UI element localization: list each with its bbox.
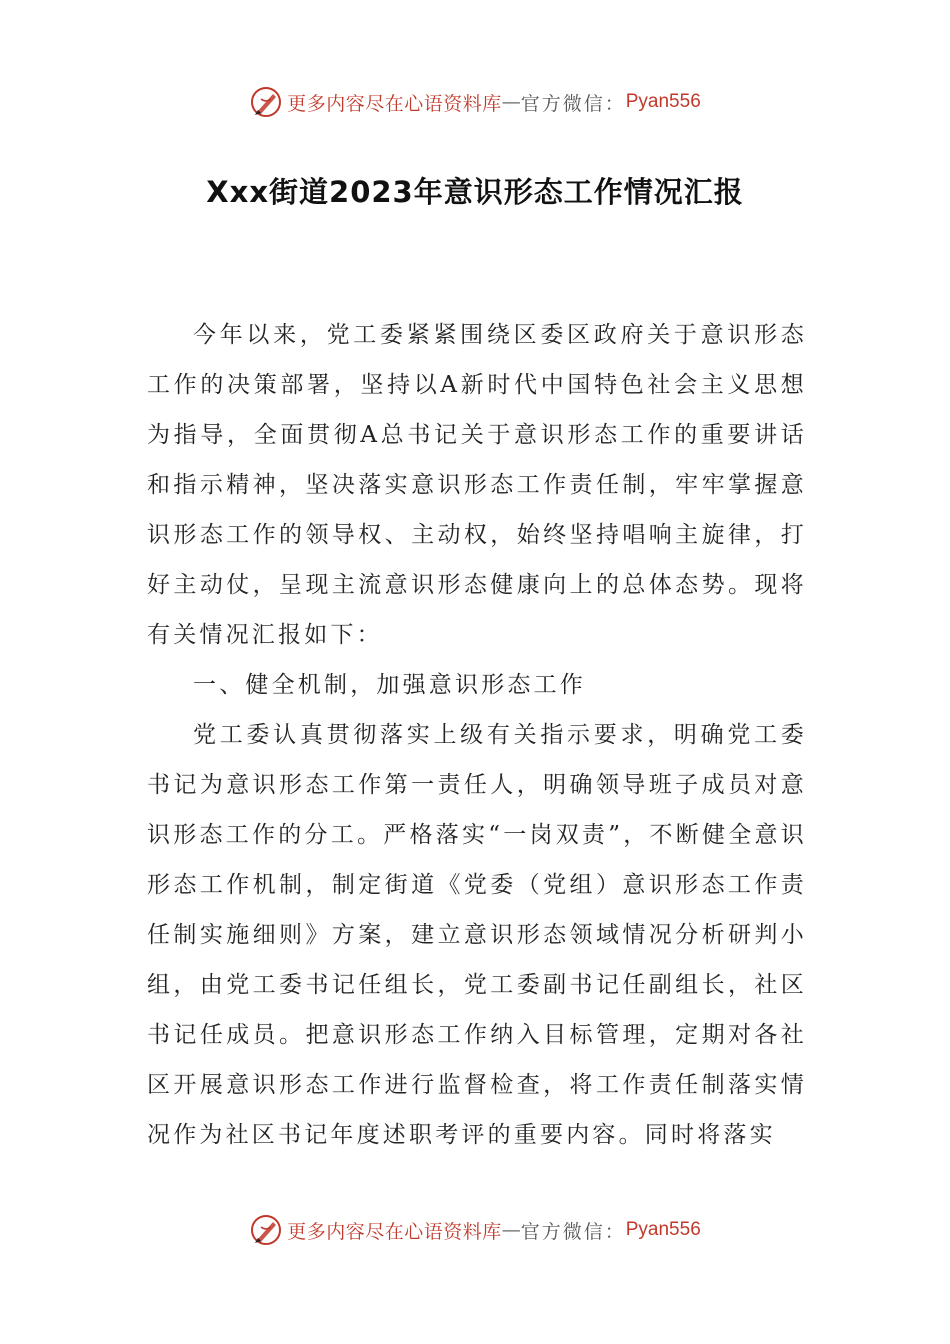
document-title: Xxx街道2023年意识形态工作情况汇报 (206, 175, 744, 209)
watermark-wechat-id: Pyan556 (625, 91, 701, 112)
watermark-wechat-id: Pyan556 (625, 1219, 701, 1240)
watermark-wechat-label: 官方微信： (520, 92, 626, 115)
watermark-dash: — (501, 1219, 521, 1241)
section-paragraph: 党工委认真贯彻落实上级有关指示要求，明确党工委书记为意识形态工作第一责任人，明确领导班子成员对意识形态工作的分工。严格落实“一岗双责”，不断健全意识形态工作机制，制定街道《党委（党组）意识形态工作责任制实施细则》方案，建立意识形态领域情况分析研判小组，由党工委书记任组长，党工委副书记任副组长，社区书记任成员。把意识形态工作纳入目标管理，定期对各社区开展意识形态工作进行监督检查，将工作责任制落实情况作为社区书记年度述职考评的重要内容。同时将落实 (147, 722, 807, 1148)
watermark-text: 更多内容尽在心语资料库 (287, 1220, 502, 1243)
header-watermark (0, 84, 950, 120)
pen-circle-logo-icon (249, 85, 283, 119)
watermark-wechat-label: 官方微信： (520, 1220, 626, 1243)
intro-paragraph: 今年以来，党工委紧紧围绕区委区政府关于意识形态工作的决策部署，坚持以A新时代中国特色社会主义思想为指导，全面贯彻A总书记关于意识形态工作的重要讲话和指示精神，坚决落实意识形态工作责任制，牢牢掌握意识形态工作的领导权、主动权，始终坚持唱响主旋律，打好主动仗，呈现主流意识形态健康向上的总体态势。现将有关情况汇报如下： (147, 322, 807, 648)
document-body (147, 310, 807, 1160)
watermark-dash: — (501, 91, 521, 113)
section-heading: 一、健全机制，加强意识形态工作 (193, 672, 586, 698)
pen-circle-logo-icon (249, 1213, 283, 1247)
watermark-text: 更多内容尽在心语资料库 (287, 92, 502, 115)
footer-watermark (0, 1212, 950, 1248)
